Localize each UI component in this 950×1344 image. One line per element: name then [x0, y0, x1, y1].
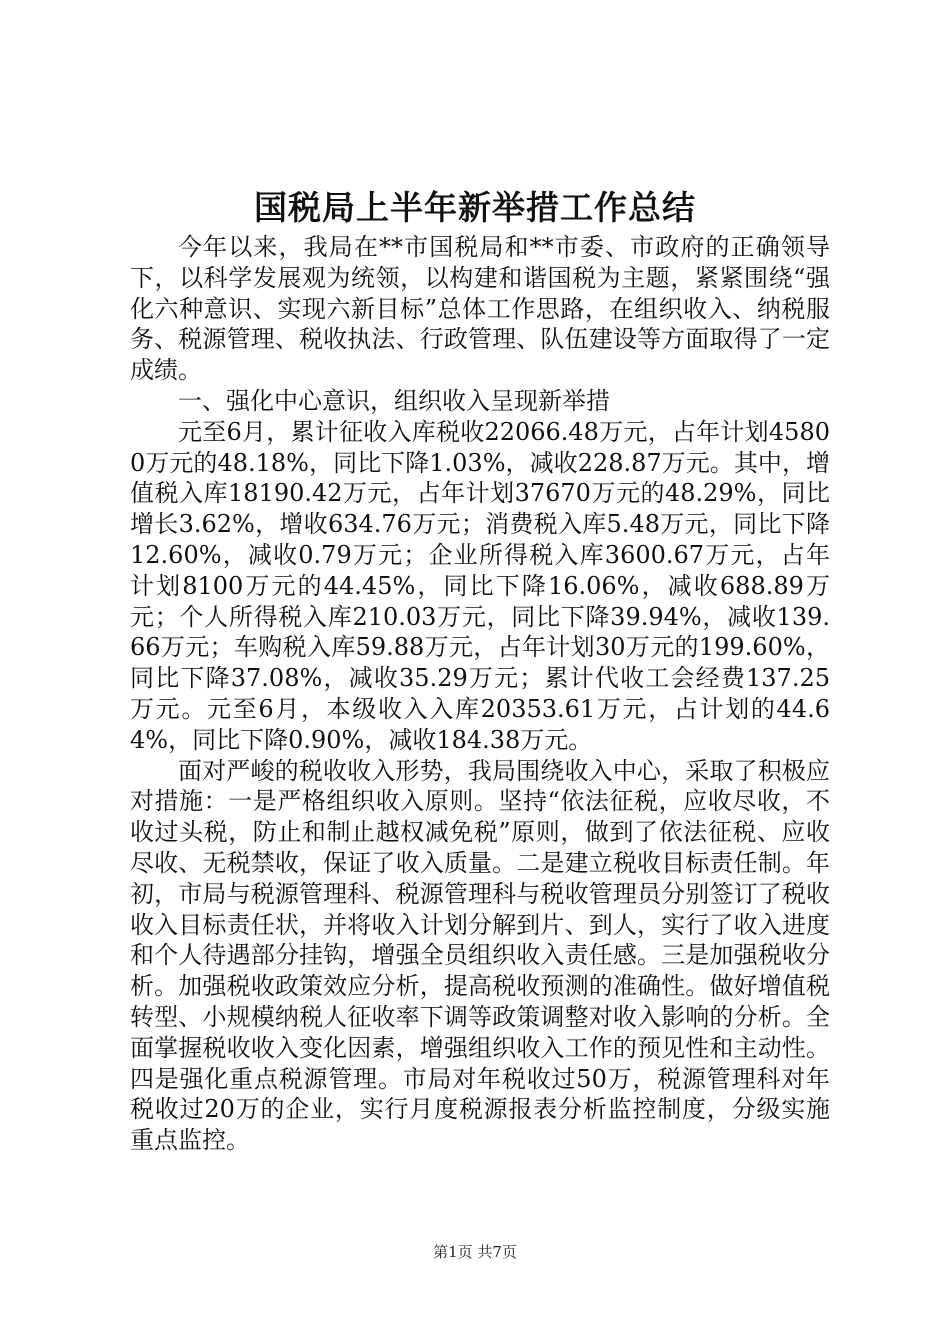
document-title: 国税局上半年新举措工作总结 — [254, 188, 696, 227]
page-number-footer: 第1页 共7页 — [433, 1243, 517, 1261]
paragraph-measures: 面对严峻的税收收入形势，我局围绕收入中心，采取了积极应对措施：一是严格组织收入原则。坚持“依法征税，应收尽收，不收过头税，防止和制止越权减免税”原则，做到了依法征税、应收尽收、无税禁收，保证了收入质量。二是建立税收目标责任制。年初，市局与税源管理科、税源管理科与税收管理员分别签订了税收收入目标责任状，并将收入计划分解到片、到人，实行了收入进度和个人待遇部分挂钩，增强全员组织收入责任感。三是加强税收分析。加强税收政策效应分析，提高税收预测的准确性。做好增值税转型、小规模纳税人征收率下调等政策调整对收入影响的分析。全面掌握税收收入变化因素，增强组织收入工作的预见性和主动性。四是强化重点税源管理。市局对年税收过50万，税源管理科对年税收过20万的企业，实行月度税源报表分析监控制度，分级实施重点监控。 — [130, 756, 830, 1155]
paragraph-intro: 今年以来，我局在**市国税局和**市委、市政府的正确领导下，以科学发展观为统领，以构建和谐国税为主题，紧紧围绕“强化六种意识、实现六新目标”总体工作思路，在组织收入、纳税服务、税源管理、税收执法、行政管理、队伍建设等方面取得了一定成绩。 — [130, 233, 830, 385]
paragraph-revenue-stats: 元至6月，累计征收入库税收22066.48万元，占年计划45800万元的48.18%，同比下降1.03%，减收228.87万元。其中，增值税入库18190.42万元，占年计划37670万元的48.29%，同比增长3.62%，增收634.76万元；消费税入库5.48万元，同比下降12.60%，减收0.79万元；企业所得税入库3600.67万元，占年计划8100万元的44.45%，同比下降16.06%，减收688.89万元；个人所得税入库210.03万元，同比下降39.94%，减收139.66万元；车购税入库59.88万元，占年计划30万元的199.60%，同比下降37.08%，减收35.29万元；累计代收工会经费137.25万元。元至6月，本级收入入库20353.61万元，占计划的44.64%，同比下降0.90%，减收184.38万元。 — [130, 417, 830, 754]
document-body — [130, 232, 830, 1156]
section-heading: 一、强化中心意识，组织收入呈现新举措 — [178, 386, 610, 415]
